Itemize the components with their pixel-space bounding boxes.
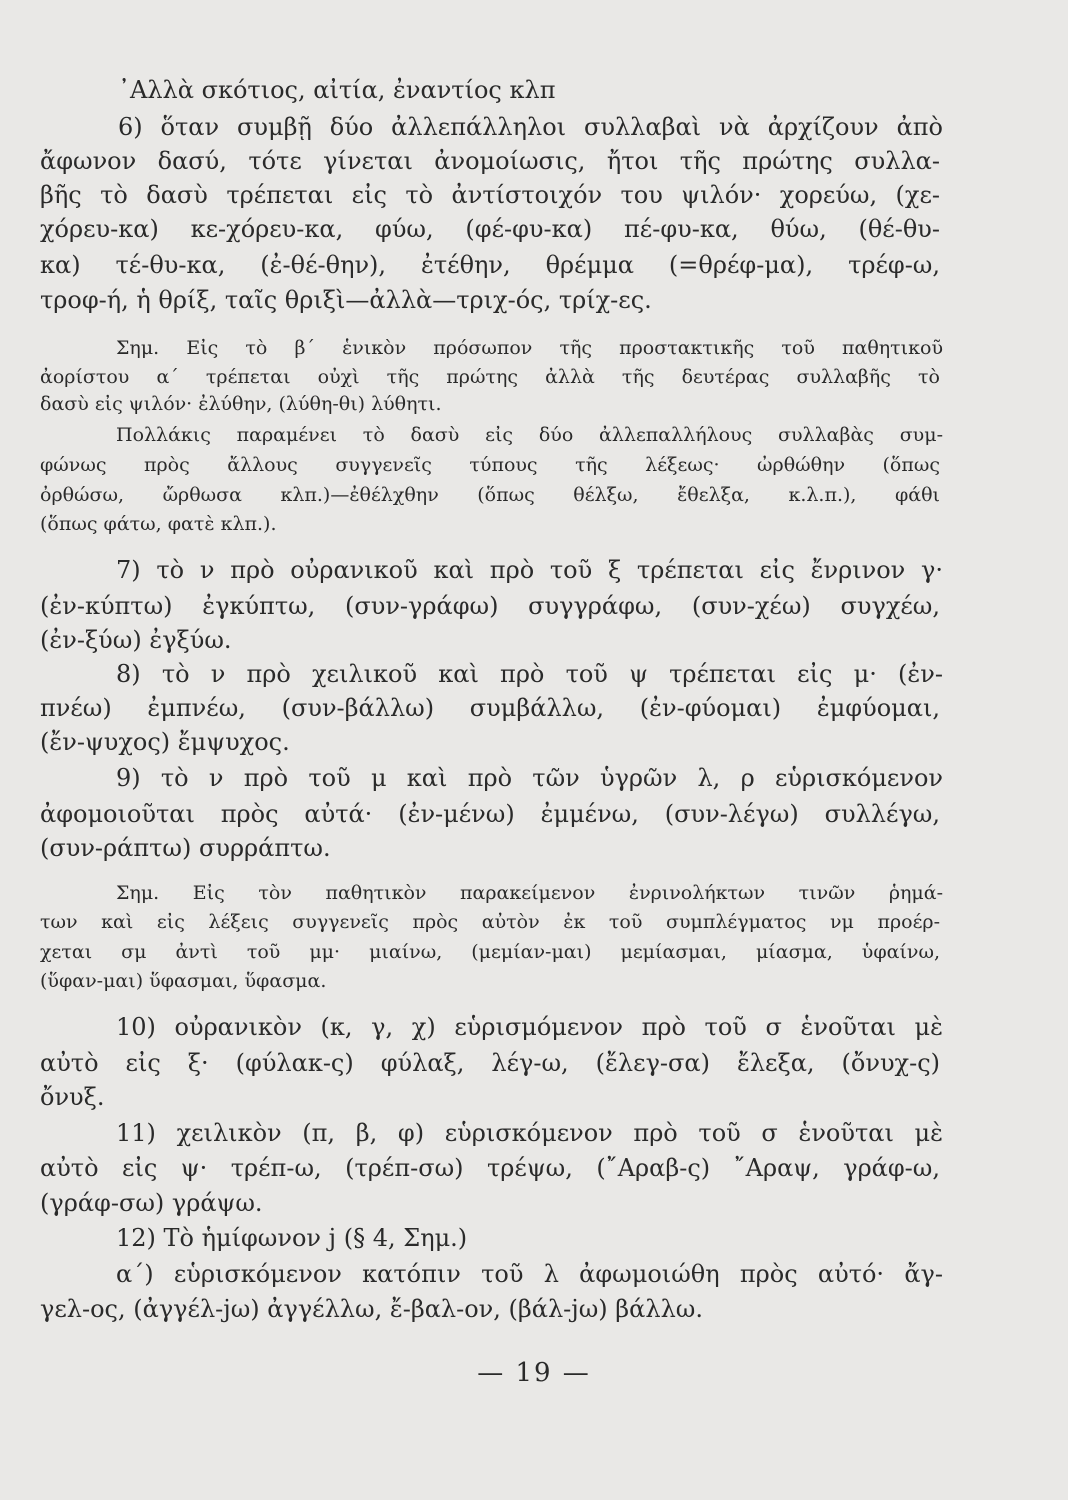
note-line: Σημ. Εἰς τὸ β΄ ἑνικὸν πρόσωπον τῆς προστακτικῆς τοῦ παθητικοῦ [116, 337, 943, 359]
note-line: ἀορίστου α΄ τρέπεται οὐχὶ τῆς πρώτης ἀλλὰ τῆς δευτέρας συλλαβῆς τὸ [40, 366, 940, 388]
text-line: αὐτὸ εἰς ξ· (φύλακ-ς) φύλαξ, λέγ-ω, (ἔλεγ-σα) ἔλεξα, (ὄνυχ-ς) [40, 1049, 940, 1077]
note-line: ὀρθώσω, ὤρθωσα κλπ.)—ἐθέλχθην (ὅπως θέλξω, ἔθελξα, κ.λ.π.), φάθι [40, 484, 940, 506]
note-line: χεται σμ ἀντὶ τοῦ μμ· μιαίνω, (μεμίαν-μαι) μεμίασμαι, μίασμα, ὑφαίνω, [40, 941, 940, 963]
text-line: 11) χειλικὸν (π, β, φ) εὑρισκόμενον πρὸ τοῦ σ ἑνοῦται μὲ [116, 1119, 943, 1147]
text-line: 6) ὅταν συμβῇ δύο ἀλλεπάλληλοι συλλαβαὶ νὰ ἀρχίζουν ἀπὸ [118, 113, 943, 141]
text-line: αὐτὸ εἰς ψ· τρέπ-ω, (τρέπ-σω) τρέψω, (῎Αραβ-ς) ῎Αραψ, γράφ-ω, [40, 1154, 940, 1182]
text-line: ἄφωνον δασύ, τότε γίνεται ἀνομοίωσις, ἤτοι τῆς πρώτης συλλα- [40, 147, 940, 175]
text-line: τροφ-ή, ἡ θρίξ, ταῖς θριξὶ—ἀλλὰ—τριχ-ός, τρίχ-ες. [40, 286, 652, 314]
text-line: ᾿Αλλὰ σκότιος, αἰτία, ἐναντίος κλπ [118, 76, 556, 104]
text-line: χόρευ-κα) κε-χόρευ-κα, φύω, (φέ-φυ-κα) πέ-φυ-κα, θύω, (θέ-θυ- [40, 215, 940, 243]
text-line: βῆς τὸ δασὺ τρέπεται εἰς τὸ ἀντίστοιχόν του ψιλόν· χορεύω, (χε- [40, 181, 940, 209]
text-line: 12) Τὸ ἡμίφωνον j (§ 4, Σημ.) [116, 1224, 468, 1252]
text-line: (ἔν-ψυχος) ἔμψυχος. [40, 728, 290, 756]
note-line: (ὅπως φάτω, φατὲ κλπ.). [40, 513, 277, 535]
text-line: κα) τέ-θυ-κα, (ἐ-θέ-θην), ἐτέθην, θρέμμα (=θρέφ-μα), τρέφ-ω, [40, 251, 940, 279]
text-line: 9) τὸ ν πρὸ τοῦ μ καὶ πρὸ τῶν ὑγρῶν λ, ρ εὑρισκόμενον [116, 764, 943, 792]
text-line: α΄) εὑρισκόμενον κατόπιν τοῦ λ ἀφωμοιώθη πρὸς αὐτό· ἄγ- [116, 1260, 943, 1288]
text-line: γελ-ος, (ἀγγέλ-jω) ἀγγέλλω, ἔ-βαλ-ον, (βάλ-jω) βάλλω. [40, 1295, 703, 1323]
note-line: (ὕφαν-μαι) ὕφασμαι, ὕφασμα. [40, 970, 327, 992]
text-line: (γράφ-σω) γράψω. [40, 1189, 263, 1217]
text-line: ὄνυξ. [40, 1083, 105, 1111]
note-line: των καὶ εἰς λέξεις συγγενεῖς πρὸς αὐτὸν ἐκ τοῦ συμπλέγματος νμ προέρ- [40, 911, 940, 933]
text-line: (συν-ράπτω) συρράπτω. [40, 834, 331, 862]
note-line: Σημ. Εἰς τὸν παθητικὸν παρακείμενον ἐνρινολήκτων τινῶν ῥημά- [116, 882, 943, 904]
note-line: φώνως πρὸς ἄλλους συγγενεῖς τύπους τῆς λέξεως· ὠρθώθην (ὅπως [40, 454, 940, 476]
text-line: 8) τὸ ν πρὸ χειλικοῦ καὶ πρὸ τοῦ ψ τρέπεται εἰς μ· (ἐν- [116, 660, 943, 688]
note-line: Πολλάκις παραμένει τὸ δασὺ εἰς δύο ἀλλεπαλλήλους συλλαβὰς συμ- [116, 424, 943, 446]
text-line: πνέω) ἐμπνέω, (συν-βάλλω) συμβάλλω, (ἐν-φύομαι) ἐμφύομαι, [40, 694, 940, 722]
text-line: (ἐν-κύπτω) ἐγκύπτω, (συν-γράφω) συγγράφω, (συν-χέω) συγχέω, [40, 592, 940, 620]
text-line: 10) οὐρανικὸν (κ, γ, χ) εὑρισμόμενον πρὸ τοῦ σ ἑνοῦται μὲ [116, 1013, 943, 1041]
page-number: — 19 — [477, 1358, 591, 1388]
text-line: (ἐν-ξύω) ἐγξύω. [40, 626, 232, 654]
text-line: 7) τὸ ν πρὸ οὐρανικοῦ καὶ πρὸ τοῦ ξ τρέπεται εἰς ἔνρινον γ· [116, 556, 943, 584]
note-line: δασὺ εἰς ψιλόν· ἐλύθην, (λύθη-θι) λύθητι. [40, 393, 442, 415]
text-line: ἀφομοιοῦται πρὸς αὐτά· (ἐν-μένω) ἐμμένω, (συν-λέγω) συλλέγω, [40, 800, 940, 828]
